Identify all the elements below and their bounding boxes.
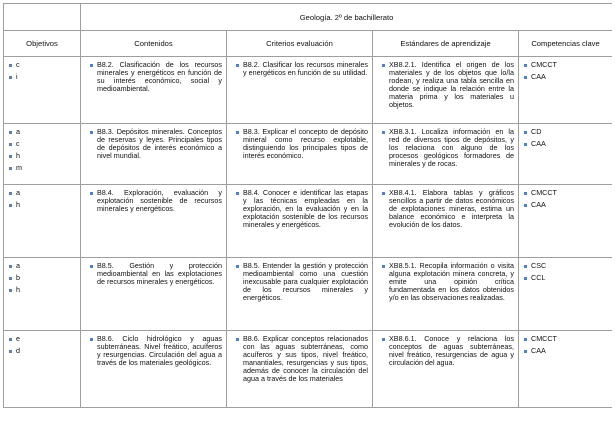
objetivo-item: h bbox=[8, 201, 76, 209]
contenido-cell bbox=[81, 124, 227, 185]
objetivo-item: a bbox=[8, 189, 76, 197]
criterio-cell bbox=[227, 258, 373, 331]
competencia-item: CMCCT bbox=[523, 189, 608, 197]
criterio-cell bbox=[227, 185, 373, 258]
table-row bbox=[4, 185, 613, 258]
competencia-item: CAA bbox=[523, 140, 608, 148]
estandar-cell bbox=[373, 57, 519, 124]
criterio-cell bbox=[227, 57, 373, 124]
table-title: Geología. 2º de bachillerato bbox=[81, 4, 613, 31]
competencias-cell bbox=[519, 124, 613, 185]
competencia-item: CCL bbox=[523, 274, 608, 282]
criterio-cell bbox=[227, 124, 373, 185]
contenido-text: B8.6. Ciclo hidrológico y aguas subterráneas. Nivel freático, acuíferos y resurgencias. Circulación del agua a través de los materiales geológicos. bbox=[89, 335, 222, 367]
estandar-cell bbox=[373, 331, 519, 408]
estandar-cell bbox=[373, 124, 519, 185]
contenido-text: B8.5. Gestión y protección medioambiental en las explotaciones de recursos minerales y energéticos. bbox=[89, 262, 222, 286]
objetivo-item: d bbox=[8, 347, 76, 355]
estandar-text: XB8.5.1. Recopila información o visita alguna explotación minera concreta, y emite una opinión crítica fundamentada en los datos obtenidos y/o en las observaciones realizadas. bbox=[381, 262, 514, 302]
competencia-item: CAA bbox=[523, 347, 608, 355]
header-criterios: Criterios evaluación bbox=[227, 31, 373, 57]
estandar-text: XB8.2.1. Identifica el origen de los materiales y de los objetos que lo/la rodean, y realiza una tabla sencilla en donde se indique la relación entre la materia prima y los materiales u objetos. bbox=[381, 61, 514, 110]
criterio-text: B8.4. Conocer e identificar las etapas y las técnicas empleadas en la exploración, en la evaluación y en la explotación sostenible de los recursos minerales y energéticos. bbox=[235, 189, 368, 229]
objetivo-item: a bbox=[8, 262, 76, 270]
table-title-row bbox=[4, 4, 613, 31]
header-objetivos: Objetivos bbox=[4, 31, 81, 57]
table-row bbox=[4, 57, 613, 124]
estandar-text: XB8.3.1. Localiza información en la red de diversos tipos de depósitos, y los relaciona con alguno de los procesos geológicos formadores de minerales y de rocas. bbox=[381, 128, 514, 168]
header-competencias: Competencias clave bbox=[519, 31, 613, 57]
objetivo-item: b bbox=[8, 274, 76, 282]
estandar-text: XB8.6.1. Conoce y relaciona los conceptos de aguas subterráneas, nivel freático, resurgencias de agua y circulación del agua. bbox=[381, 335, 514, 367]
table-header-row bbox=[4, 31, 613, 57]
competencia-item: CAA bbox=[523, 201, 608, 209]
contenido-cell bbox=[81, 331, 227, 408]
competencia-item: CMCCT bbox=[523, 61, 608, 69]
competencia-item: CMCCT bbox=[523, 335, 608, 343]
competencias-cell bbox=[519, 331, 613, 408]
competencia-item: CAA bbox=[523, 73, 608, 81]
contenido-text: B8.4. Exploración, evaluación y explotación sostenible de recursos minerales y energéticos. bbox=[89, 189, 222, 213]
table-row bbox=[4, 331, 613, 408]
objetivo-item: i bbox=[8, 73, 76, 81]
objetivo-item: m bbox=[8, 164, 76, 172]
curriculum-table bbox=[3, 3, 612, 408]
title-blank-cell bbox=[4, 4, 81, 31]
header-estandares: Estándares de aprendizaje bbox=[373, 31, 519, 57]
criterio-cell bbox=[227, 331, 373, 408]
objetivos-cell bbox=[4, 57, 81, 124]
competencia-item: CSC bbox=[523, 262, 608, 270]
objetivo-item: e bbox=[8, 335, 76, 343]
objetivos-cell bbox=[4, 331, 81, 408]
competencias-cell bbox=[519, 258, 613, 331]
objetivo-item: h bbox=[8, 152, 76, 160]
objetivo-item: c bbox=[8, 140, 76, 148]
objetivo-item: h bbox=[8, 286, 76, 294]
criterio-text: B8.5. Entender la gestión y protección medioambiental como una cuestión inexcusable para cualquier explotación de los recursos minerales y energéticos. bbox=[235, 262, 368, 302]
contenido-text: B8.3. Depósitos minerales. Conceptos de reservas y leyes. Principales tipos de depósitos de interés económico a nivel mundial. bbox=[89, 128, 222, 160]
competencias-cell bbox=[519, 57, 613, 124]
table-row bbox=[4, 124, 613, 185]
criterio-text: B8.2. Clasificar los recursos minerales y energéticos en función de su utilidad. bbox=[235, 61, 368, 77]
objetivos-cell bbox=[4, 185, 81, 258]
objetivos-cell bbox=[4, 258, 81, 331]
criterio-text: B8.3. Explicar el concepto de depósito mineral como recurso explotable, distinguiendo los principales tipos de interés económico. bbox=[235, 128, 368, 160]
estandar-text: XB8.4.1. Elabora tablas y gráficos sencillos a partir de datos económicos de explotaciones mineras, estima un balance económico e interpreta la evolución de los datos. bbox=[381, 189, 514, 229]
criterio-text: B8.6. Explicar conceptos relacionados con las aguas subterráneas, como acuíferos y sus tipos, nivel freático, manantiales, resurgencias y sus tipos, además de conocer la circulación del agua a través de los materiales bbox=[235, 335, 368, 384]
competencia-item: CD bbox=[523, 128, 608, 136]
curriculum-page bbox=[3, 3, 612, 439]
contenido-text: B8.2. Clasificación de los recursos minerales y energéticos en función de su interés económico, social y medioambiental. bbox=[89, 61, 222, 93]
estandar-cell bbox=[373, 258, 519, 331]
contenido-cell bbox=[81, 258, 227, 331]
table-row bbox=[4, 258, 613, 331]
header-contenidos: Contenidos bbox=[81, 31, 227, 57]
competencias-cell bbox=[519, 185, 613, 258]
contenido-cell bbox=[81, 185, 227, 258]
objetivo-item: c bbox=[8, 61, 76, 69]
estandar-cell bbox=[373, 185, 519, 258]
objetivo-item: a bbox=[8, 128, 76, 136]
objetivos-cell bbox=[4, 124, 81, 185]
contenido-cell bbox=[81, 57, 227, 124]
table-body bbox=[4, 57, 613, 408]
